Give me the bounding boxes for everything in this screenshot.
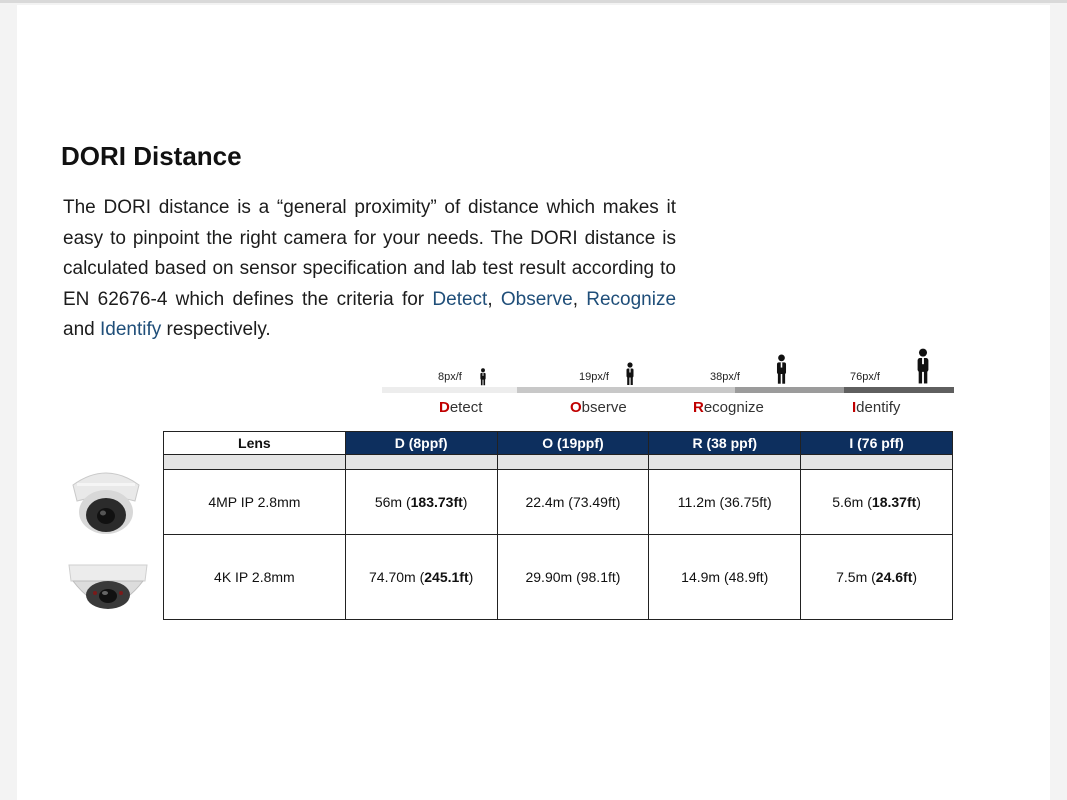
header-identify: I (76 pff)	[801, 432, 953, 455]
scale-label-detect	[439, 399, 482, 416]
intro-text-1: The DORI distance is a “general proximity” of distance which makes it easy to pinpoint the right camera for your needs. The DORI distance is calculated based on sensor specification and lab test result according to EN 62676-4 which defines the criteria for	[63, 197, 676, 310]
cell-observe	[497, 470, 649, 535]
cell-m: 11.2m (	[677, 494, 725, 510]
scale-rest-identify: dentify	[856, 399, 901, 416]
cell-ft: 18.37ft	[871, 494, 917, 510]
page-title: DORI Distance	[61, 141, 242, 171]
table-row	[164, 470, 953, 535]
cell-end: )	[462, 494, 468, 510]
header-recognize: R (38 ppf)	[649, 432, 801, 455]
dome-camera-icon	[69, 465, 143, 537]
header-lens: Lens	[164, 432, 346, 455]
spacer-cell	[345, 455, 497, 470]
scale-rest-recognize: ecognize	[703, 399, 764, 416]
intro-paragraph	[63, 193, 676, 346]
cell-m: 5.6m (	[832, 494, 872, 510]
cell-end: )	[763, 569, 769, 585]
spacer-cell	[497, 455, 649, 470]
cell-detect	[345, 535, 497, 620]
scale-bar-detect	[382, 387, 517, 393]
cell-end: )	[916, 494, 921, 510]
vandal-dome-camera-icon	[67, 555, 149, 621]
cell-m: 56m (	[374, 494, 411, 510]
scale-initial-detect: D	[439, 399, 450, 416]
scale-bar-recognize	[735, 387, 844, 393]
scale-px-recognize: 38px/f	[710, 371, 740, 383]
cell-recognize	[649, 535, 801, 620]
cell-observe	[497, 535, 649, 620]
intro-detect: Detect	[432, 288, 488, 310]
cell-identify	[801, 535, 953, 620]
cell-ft: 245.1ft	[424, 569, 469, 585]
intro-recognize: Recognize	[586, 288, 677, 310]
document-page	[17, 5, 1050, 800]
cell-m: 29.90m (	[525, 569, 581, 585]
intro-and: and	[63, 319, 100, 340]
scale-px-identify: 76px/f	[850, 371, 880, 383]
row-lens: 4K IP 2.8mm	[164, 535, 346, 620]
cell-end: )	[468, 569, 474, 585]
cell-end: )	[912, 569, 918, 585]
scale-label-identify	[852, 399, 900, 416]
scale-initial-recognize: R	[693, 399, 704, 416]
cell-ft: 98.1ft	[580, 569, 616, 585]
intro-text-2: respectively.	[161, 319, 271, 340]
cell-m: 7.5m (	[836, 569, 876, 585]
cell-ft: 36.75ft	[724, 494, 768, 510]
cell-identify	[801, 470, 953, 535]
cell-ft: 183.73ft	[410, 494, 463, 510]
header-observe: O (19ppf)	[497, 432, 649, 455]
cell-end: )	[615, 569, 621, 585]
spacer-cell	[801, 455, 953, 470]
row-lens: 4MP IP 2.8mm	[164, 470, 346, 535]
cell-end: )	[767, 494, 772, 510]
person-icon	[624, 362, 636, 386]
cell-detect	[345, 470, 497, 535]
scale-label-observe	[570, 399, 627, 416]
intro-sep-2: ,	[572, 288, 587, 310]
table-row	[164, 535, 953, 620]
cell-m: 22.4m (	[525, 494, 573, 510]
scale-rest-observe: bserve	[581, 399, 627, 416]
spacer-cell	[649, 455, 801, 470]
scale-rest-detect: etect	[449, 399, 483, 416]
cell-m: 74.70m (	[369, 569, 425, 585]
scale-initial-identify: I	[852, 399, 857, 416]
scale-px-observe: 19px/f	[579, 371, 609, 383]
person-icon	[479, 368, 487, 386]
cell-recognize	[649, 470, 801, 535]
header-detect: D (8ppf)	[345, 432, 497, 455]
intro-sep-1: ,	[487, 288, 501, 310]
table-header-row	[164, 432, 953, 455]
cell-ft: 24.6ft	[875, 569, 913, 585]
cell-end: )	[615, 494, 621, 510]
scale-label-recognize	[693, 399, 764, 416]
spacer-cell	[164, 455, 346, 470]
table-spacer-row	[164, 455, 953, 470]
scale-initial-observe: O	[570, 399, 582, 416]
cell-m: 14.9m (	[681, 569, 729, 585]
intro-observe: Observe	[500, 288, 573, 310]
window-top-border	[0, 0, 1067, 3]
intro-identify: Identify	[99, 319, 162, 340]
dori-scale	[382, 350, 954, 420]
cell-ft: 73.49ft	[572, 494, 616, 510]
scale-bar-observe	[517, 387, 735, 393]
dori-table	[163, 431, 953, 620]
cell-ft: 48.9ft	[728, 569, 764, 585]
scale-bar-identify	[844, 387, 954, 393]
person-icon	[914, 348, 932, 385]
scale-px-detect: 8px/f	[438, 371, 462, 383]
person-icon	[774, 354, 789, 385]
